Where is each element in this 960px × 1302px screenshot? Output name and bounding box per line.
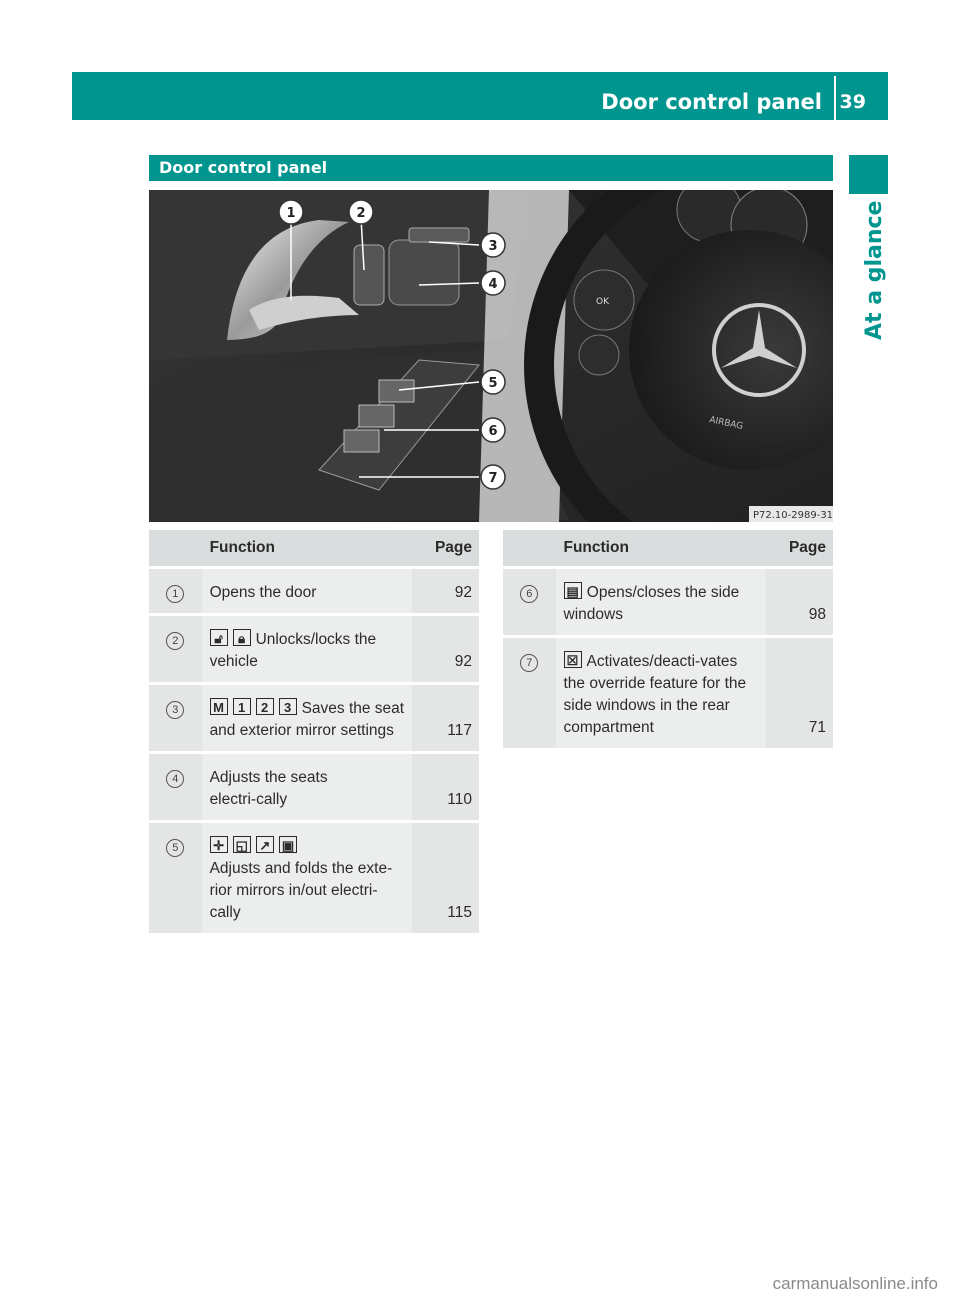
col-page: Page [412,530,479,566]
mirror-adjust-icon: ✛ [210,836,228,853]
svg-text:4: 4 [488,277,498,292]
mirror-left-icon: ◱ [233,836,251,853]
item-function: Activates/deacti-vates the override feature for the side windows in the rear compartment [563,653,747,736]
window-icon: ▤ [564,582,582,599]
header-title: Door control panel [601,90,822,114]
callout-7 [481,465,505,489]
callout-6 [481,418,505,442]
svg-text:5: 5 [488,376,498,391]
item-function: Opens the door [202,566,413,613]
item-page: 117 [412,682,479,751]
svg-text:7: 7 [488,471,498,486]
item-page: 92 [412,613,479,682]
chapter-label: At a glance [862,200,887,340]
memory-2-icon: 2 [256,698,274,715]
mirror-right-icon: ↗ [256,836,274,853]
item-page: 71 [766,635,833,748]
window-override-icon: ☒ [564,651,582,668]
item-page: 98 [766,566,833,635]
airbag-text: AIRBAG [708,415,744,433]
memory-3-icon: 3 [279,698,297,715]
item-function: Adjusts the seats electri-cally [202,751,413,820]
chapter-tab [849,155,888,194]
door-panel-photo [149,190,833,522]
col-function: Function [202,530,413,566]
section-title: Door control panel [159,158,328,177]
function-table-left [149,530,479,933]
item-number: 3 [166,701,184,719]
table-row [149,751,479,820]
svg-text:3: 3 [488,239,498,254]
header-divider [834,76,836,120]
callout-5 [481,370,505,394]
item-number: 7 [520,654,538,672]
item-function: Unlocks/locks the vehicle [209,631,377,670]
lock-icon: 🔒︎ [233,629,251,646]
svg-text:2: 2 [356,206,366,221]
mirror-fold-icon: ▣ [279,836,297,853]
page-number: 39 [839,91,866,113]
table-row [503,566,833,635]
svg-text:1: 1 [286,206,296,221]
item-page: 115 [412,820,479,933]
col-number [149,530,202,566]
function-table-right [503,530,833,748]
svg-text:6: 6 [488,424,498,439]
table-row [503,635,833,748]
item-function: Adjusts and folds the exte-rior mirrors in/out electri-cally [209,860,393,921]
ok-button-label: OK [596,297,609,307]
col-function: Function [556,530,767,566]
table-row [149,820,479,933]
item-number: 4 [166,770,184,788]
table-row [149,682,479,751]
memory-1-icon: 1 [233,698,251,715]
col-page: Page [766,530,833,566]
table-row [149,613,479,682]
callout-4 [481,271,505,295]
item-function: Opens/closes the side windows [563,584,740,623]
callout-1 [279,200,303,224]
item-function: Saves the seat and exterior mirror settings [209,700,405,739]
door-panel-illustration [149,190,833,522]
item-number: 5 [166,839,184,857]
table-row [149,566,479,613]
callout-3 [481,233,505,257]
page-header [72,72,888,120]
item-page: 110 [412,751,479,820]
watermark: carmanualsonline.info [772,1274,938,1293]
item-number: 2 [166,632,184,650]
figure-code: P72.10-2989-31 [753,510,833,521]
item-number: 6 [520,585,538,603]
unlock-icon: 🔓︎ [210,629,228,646]
col-number [503,530,556,566]
memory-m-icon: M [210,698,228,715]
item-number: 1 [166,585,184,603]
callout-2 [349,200,373,224]
section-heading [149,155,833,181]
item-page: 92 [412,566,479,613]
